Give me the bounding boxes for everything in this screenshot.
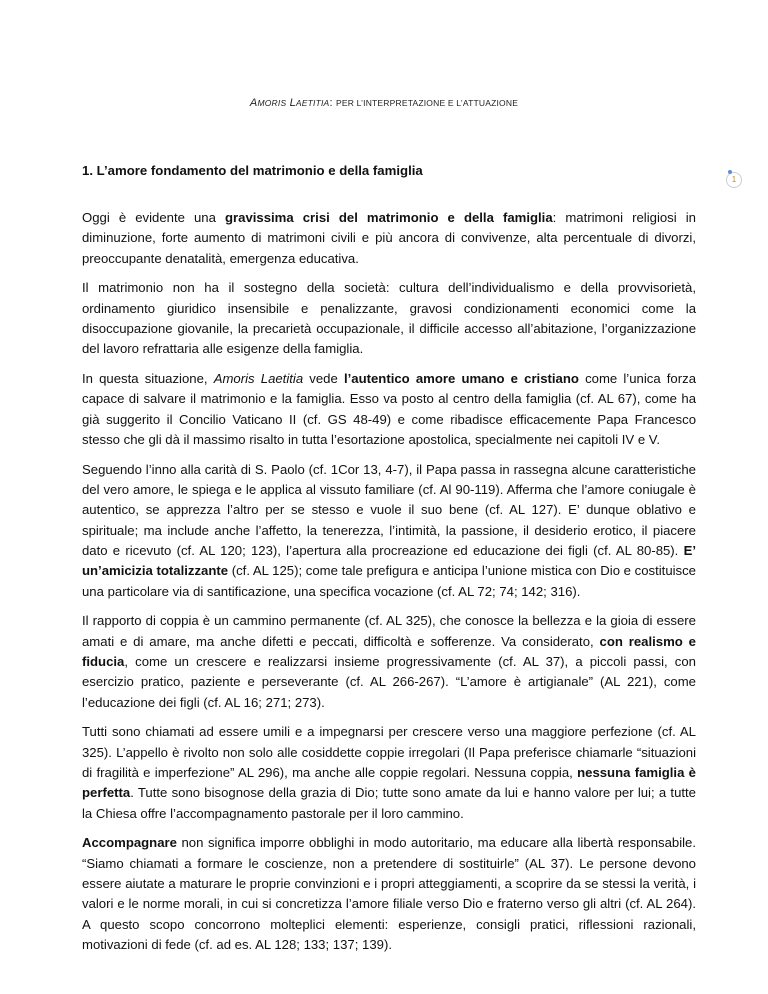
- text: non significa imporre obblighi in modo autoritario, ma educare alla libertà responsabile. “Siamo chiamati a formare le coscienze, non a pretendere di sostituirle” (AL 37). Le persone devono essere aiutate a maturare le proprie convinzioni e i propri atteggiamenti, a scoprire da se stessi la verità, i valori e le norme morali, in cui si concretizza l’amore filiale verso Dio e fraterno verso gli altri (cf. AL 264). A questo scopo concorrono molteplici elementi: esperienze, consigli pratici, riflessioni razionali, motivazioni di fede (cf. ad es. AL 128; 133; 137; 139).: [82, 835, 696, 952]
- text: Seguendo l’inno alla carità di S. Paolo (cf. 1Cor 13, 4-7), il Papa passa in rassegna alcune caratteristiche del vero amore, le spiega e le applica al vissuto familiare (cf. Al 90-119). Afferma che l’amore coniugale è autentico, se apprezza l’altro per se stesso e vuole il suo bene (cf. AL 127). E’ dunque oblativo e spirituale; ma include anche l’affetto, la tenerezza, l’intimità, la passione, il desiderio erotico, il piacere dato e ricevuto (cf. AL 120; 123), l’apertura alla procreazione ed educazione dei figli (cf. AL 80-85).: [82, 461, 696, 558]
- paragraph-6: [82, 722, 696, 823]
- running-header: [0, 97, 768, 109]
- text: Il rapporto di coppia è un cammino permanente (cf. AL 325), che conosce la bellezza e la gioia di essere amati e di amare, ma anche difetti e peccati, difficoltà e sofferenze. Va considerato,: [82, 613, 696, 649]
- header-colon: :: [329, 97, 336, 109]
- italic-text: Amoris Laetitia: [213, 371, 304, 387]
- text: come l’unica forza capace di salvare il matrimonio e la famiglia. Esso va posto al centro della famiglia (cf. AL 67), come ha già suggerito il Concilio Vaticano II (cf. GS 48-49) e come ribadisce efficacemente Papa Francesco stesso che gli dà il massimo risalto in tutta l’esortazione apostolica, specialmente nei capitoli IV e V.: [82, 371, 696, 447]
- text: . Tutte sono bisognose della grazia di Dio; tutte sono amate da lui e hanno valore per lui; a tutte la Chiesa offre l’accompagnamento pastorale per il loro cammino.: [82, 785, 696, 821]
- text: (cf. AL 125); come tale prefigura e anticipa l’unione mistica con Dio e costituisce una particolare via di santificazione, una specifica vocazione (cf. AL 72; 74; 142; 316).: [82, 563, 696, 599]
- paragraph-3: [82, 369, 696, 450]
- paragraph-5: [82, 611, 696, 712]
- header-italic-l: L: [286, 97, 296, 109]
- text: Tutti sono chiamati ad essere umili e a impegnarsi per crescere verso una maggiore perfezione (cf. AL 325). L’appello è rivolto non solo alle cosiddette coppie irregolari (Il Papa preferisce chiamarle “situazioni di fragilità e imperfezione” AL 296), ma anche alle coppie regolari. Nessuna coppia,: [82, 724, 696, 780]
- paragraph-7: [82, 833, 696, 955]
- header-subtitle: PER L’INTERPRETAZIONE E L’ATTUAZIONE: [335, 98, 519, 108]
- header-italic-aetitia: AETITIA: [295, 98, 330, 108]
- header-italic-a: A: [249, 97, 258, 109]
- paragraph-2: [82, 278, 696, 359]
- text: In questa situazione,: [82, 371, 214, 387]
- text: , come un crescere e realizzarsi insieme progressivamente (cf. AL 37), a piccoli passi, con esercizio pratico, paziente e perseverante (cf. AL 266-267). “L’amore è artigianale” (AL 221), come l’educazione dei figli (cf. AL 16; 271; 273).: [82, 653, 696, 710]
- section-heading: 1. L’amore fondamento del matrimonio e della famiglia: [82, 163, 423, 178]
- bold-text: Accompagnare: [82, 835, 177, 851]
- document-body: [82, 208, 696, 965]
- paragraph-4: [82, 460, 696, 602]
- text: Oggi è evidente una: [82, 210, 225, 225]
- text: vede: [303, 371, 344, 387]
- paragraph-1: [82, 208, 696, 269]
- bold-text: con realismo e fiducia: [82, 633, 696, 669]
- page-number-badge: 1: [726, 172, 742, 188]
- bold-text: nessuna famiglia è perfetta: [82, 764, 696, 801]
- text: Il matrimonio non ha il sostegno della società: cultura dell’individualismo e della provvisorietà, ordinamento giuridico insensibile e penalizzante, gravosi condizionamenti economici come la disoccupazione giovanile, la precarietà occupazionale, il difficile accesso all’abitazione, l’organizzazione del lavoro refrattaria alle esigenze della famiglia.: [82, 280, 696, 357]
- header-italic-moris: MORIS: [257, 98, 287, 108]
- bold-text: E’ un’amicizia totalizzante: [82, 542, 696, 579]
- bold-text: gravissima crisi del matrimonio e della famiglia: [225, 210, 553, 225]
- bold-text: l’autentico amore umano e cristiano: [343, 371, 579, 387]
- text: : matrimoni religiosi in diminuzione, forte aumento di matrimoni civili e più ancora di convivenze, alta percentuale di divorzi, preoccupante denatalità, emergenza educativa.: [82, 210, 696, 266]
